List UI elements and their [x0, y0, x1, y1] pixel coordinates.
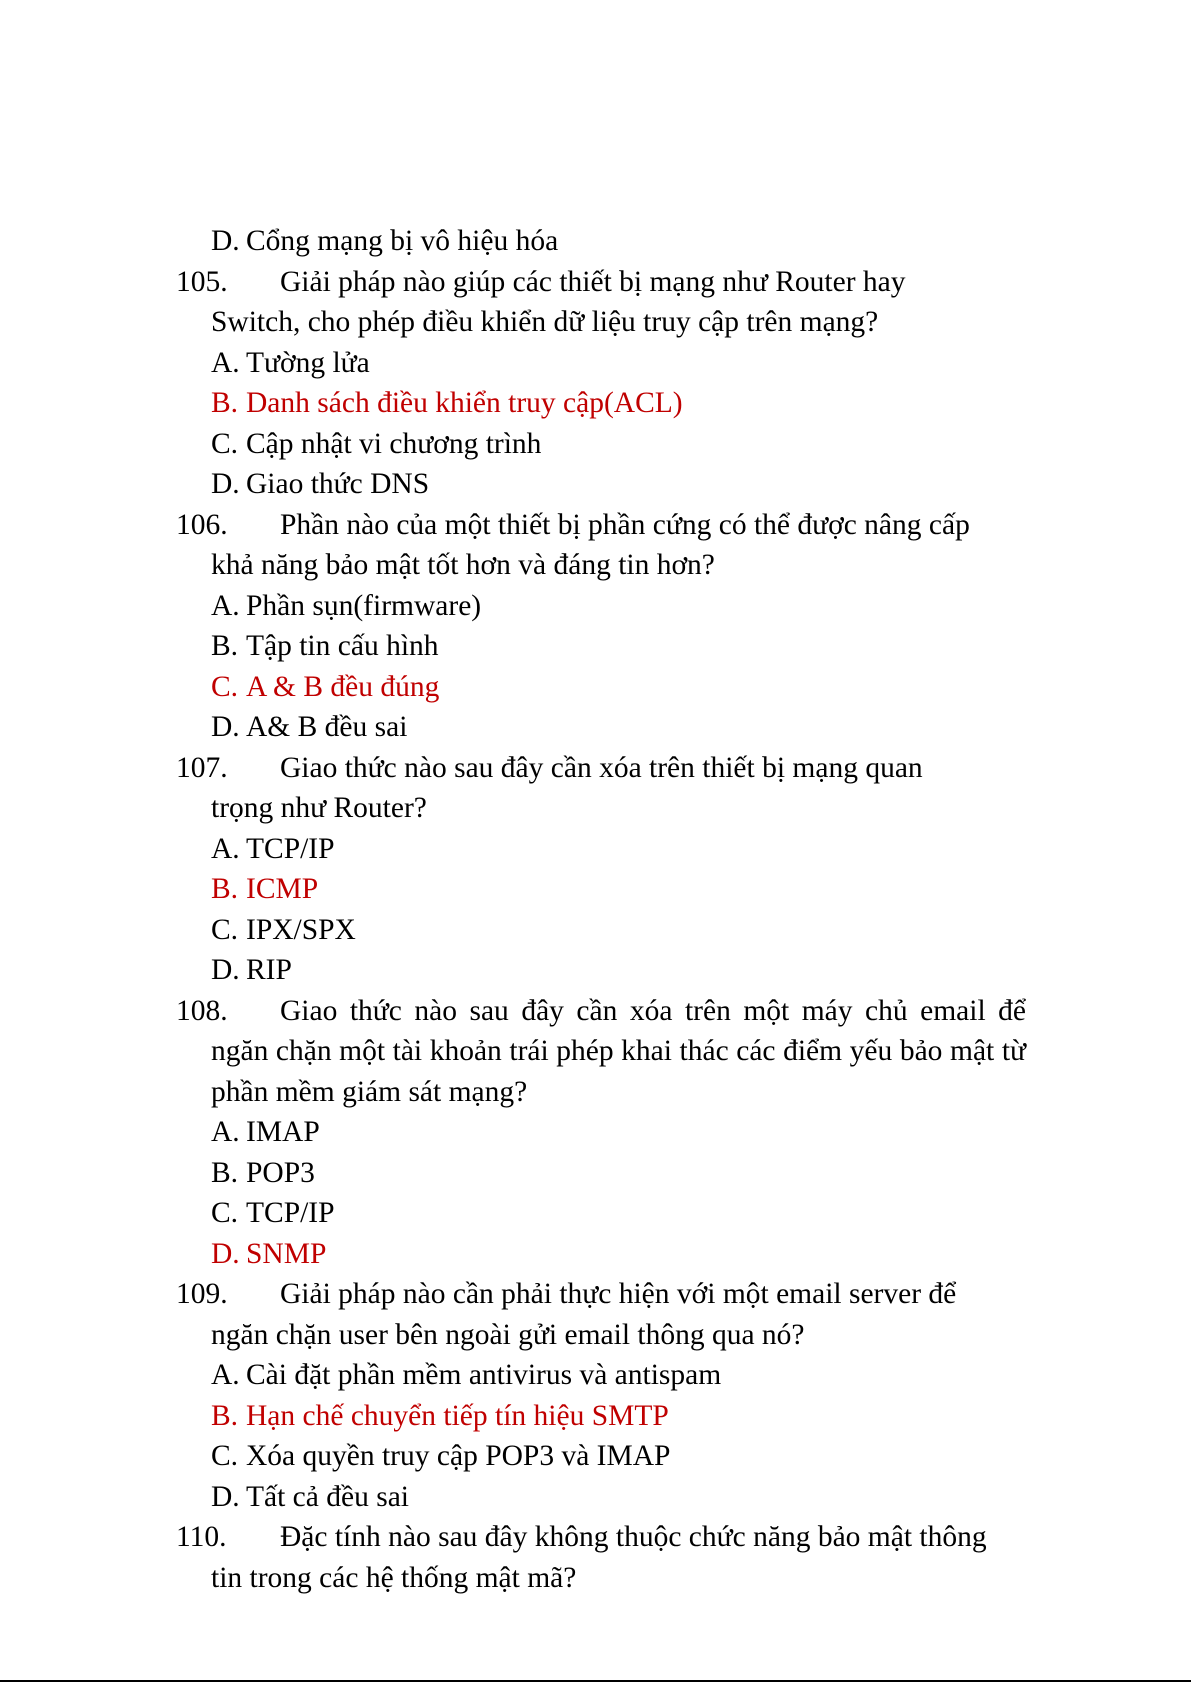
question-first-line: Phần nào của một thiết bị phần cứng có thể được nâng cấp — [280, 508, 970, 541]
option-c — [176, 1436, 1026, 1477]
question-105 — [176, 262, 1026, 505]
option-c — [176, 424, 1026, 465]
option-text: Xóa quyền truy cập POP3 và IMAP — [246, 1440, 671, 1472]
option-letter: D. — [211, 1237, 240, 1270]
question-continuation: trọng như Router? — [211, 792, 427, 824]
option-letter: A. — [211, 589, 240, 622]
option-letter: A. — [211, 346, 240, 379]
option-b-correct — [176, 1396, 1026, 1437]
option-a — [176, 586, 1026, 627]
option-text: Tất cả đều sai — [246, 1480, 409, 1513]
option-d — [176, 707, 1026, 748]
option-letter: C. — [211, 1440, 239, 1472]
option-letter: D. — [211, 1480, 240, 1513]
option-text: Cài đặt phần mềm antivirus và antispam — [246, 1359, 722, 1391]
option-text: RIP — [246, 954, 292, 986]
option-text: IPX/SPX — [246, 913, 356, 946]
option-letter: D. — [211, 954, 240, 986]
question-106 — [176, 505, 1026, 748]
option-letter: C. — [211, 427, 239, 460]
question-continuation: khả năng bảo mật tốt hơn và đáng tin hơn? — [211, 549, 715, 581]
option-letter: A. — [211, 1359, 240, 1391]
question-108 — [176, 991, 1026, 1275]
option-letter: C. — [211, 670, 239, 703]
option-text: Tập tin cấu hình — [246, 630, 439, 662]
question-number: 106. — [176, 508, 228, 541]
option-letter: D. — [211, 468, 240, 500]
option-text: A & B đều đúng — [246, 670, 440, 703]
option-a — [176, 343, 1026, 384]
option-letter: B. — [211, 387, 239, 419]
option-letter: A. — [211, 832, 240, 865]
option-letter: B. — [211, 1399, 239, 1432]
option-letter: C. — [211, 1197, 239, 1229]
option-letter: B. — [211, 1156, 239, 1189]
option-text: Tường lửa — [246, 346, 370, 379]
question-continuation: ngăn chặn user bên ngoài gửi email thông qua nó? — [211, 1318, 805, 1351]
footer-divider — [0, 1680, 1191, 1682]
option-text: IMAP — [246, 1116, 320, 1148]
question-number: 105. — [176, 265, 228, 298]
option-b — [176, 1153, 1026, 1194]
question-continuation: tin trong các hệ thống mật mã? — [211, 1561, 577, 1594]
option-b-correct — [176, 869, 1026, 910]
question-number: 110. — [176, 1521, 227, 1553]
option-text: A& B đều sai — [246, 711, 408, 743]
option-a — [176, 1355, 1026, 1396]
option-letter: D. — [211, 711, 240, 743]
option-d-correct — [176, 1234, 1026, 1275]
option-d — [176, 1477, 1026, 1518]
question-109 — [176, 1274, 1026, 1517]
option-letter: A. — [211, 1116, 240, 1148]
option-letter: C. — [211, 913, 239, 946]
option-c — [176, 910, 1026, 951]
option-text: POP3 — [246, 1156, 315, 1189]
question-first-line: Giải pháp nào giúp các thiết bị mạng như Router hay — [280, 265, 906, 298]
orphan-option — [176, 221, 1026, 262]
question-continuation: Switch, cho phép điều khiển dữ liệu truy cập trên mạng? — [211, 306, 879, 338]
option-c — [176, 1193, 1026, 1234]
option-letter: B. — [211, 873, 239, 905]
option-d — [176, 950, 1026, 991]
question-first-line: Đặc tính nào sau đây không thuộc chức năng bảo mật thông — [280, 1521, 987, 1553]
option-text: Phần sụn(firmware) — [246, 589, 482, 622]
option-text: Giao thức DNS — [246, 468, 430, 500]
question-number: 107. — [176, 751, 228, 784]
option-text: ICMP — [246, 873, 319, 905]
question-first-line: Giao thức nào sau đây cần xóa trên thiết bị mạng quan — [280, 751, 923, 784]
option-text: SNMP — [246, 1237, 327, 1270]
option-a — [176, 1112, 1026, 1153]
option-letter: D. — [211, 225, 240, 257]
option-a — [176, 829, 1026, 870]
option-text: Cổng mạng bị vô hiệu hóa — [246, 225, 559, 257]
question-number: 109. — [176, 1278, 228, 1310]
option-letter: B. — [211, 630, 239, 662]
option-b — [176, 626, 1026, 667]
option-c-correct — [176, 667, 1026, 708]
question-first-line: Giải pháp nào cần phải thực hiện với một email server để — [280, 1278, 957, 1310]
option-text: Danh sách điều khiển truy cập(ACL) — [246, 387, 683, 419]
question-continuation: ngăn chặn một tài khoản trái phép khai thác các điểm yếu bảo mật từ phần mềm giám sát mạng? — [211, 1035, 1026, 1108]
option-d — [176, 464, 1026, 505]
option-b-correct — [176, 383, 1026, 424]
option-text: Cập nhật vi chương trình — [246, 427, 542, 460]
question-list — [176, 221, 1026, 1598]
question-number: 108. — [176, 994, 228, 1027]
question-first-line: Giao thức nào sau đây cần xóa trên một máy chủ email để — [280, 994, 1026, 1027]
question-107 — [176, 748, 1026, 991]
option-text: TCP/IP — [246, 832, 335, 865]
question-110 — [176, 1517, 1026, 1598]
option-text: TCP/IP — [246, 1197, 335, 1229]
option-text: Hạn chế chuyển tiếp tín hiệu SMTP — [246, 1399, 669, 1432]
